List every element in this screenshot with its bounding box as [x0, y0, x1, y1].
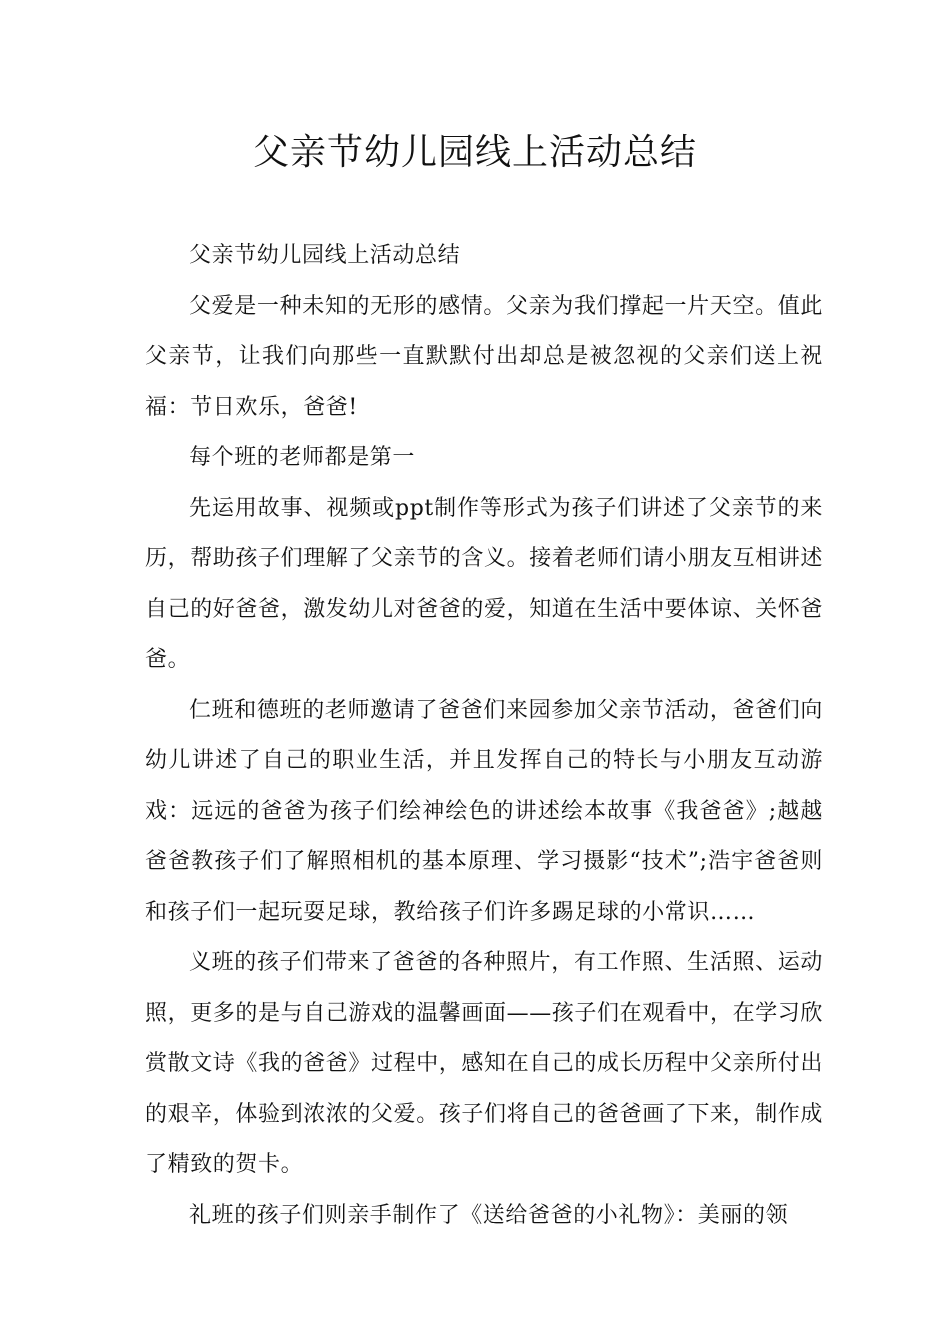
paragraph-intro: 父爱是一种未知的无形的感情。父亲为我们撑起一片天空。值此父亲节，让我们向那些一直默默付出却总是被忽视的父亲们送上祝福：节日欢乐，爸爸! — [145, 293, 823, 420]
document-body — [145, 231, 823, 1241]
paragraph-ren-de-class: 仁班和德班的老师邀请了爸爸们来园参加父亲节活动，爸爸们向幼儿讲述了自己的职业生活，并且发挥自己的特长与小朋友互动游戏：远远的爸爸为孩子们绘神绘色的讲述绘本故事《我爸爸》;越越爸爸教孩子们了解照相机的基本原理、学习摄影“技术”;浩宇爸爸则和孩子们一起玩耍足球，教给孩子们许多踢足球的小常识…… — [145, 697, 823, 925]
paragraph-yi-class: 义班的孩子们带来了爸爸的各种照片，有工作照、生活照、运动照，更多的是与自己游戏的温馨画面——孩子们在观看中，在学习欣赏散文诗《我的爸爸》过程中，感知在自己的成长历程中父亲所付出的艰辛，体验到浓浓的父爱。孩子们将自己的爸爸画了下来，制作成了精致的贺卡。 — [145, 950, 824, 1177]
paragraph-li-class: 礼班的孩子们则亲手制作了《送给爸爸的小礼物》：美丽的领 — [189, 1202, 789, 1228]
paragraph-subtitle: 父亲节幼儿园线上活动总结 — [189, 243, 461, 268]
paragraph-teachers: 每个班的老师都是第一 — [189, 445, 416, 470]
paragraph-story: 先运用故事、视频或ppt制作等形式为孩子们讲述了父亲节的来历，帮助孩子们理解了父亲节的含义。接着老师们请小朋友互相讲述自己的好爸爸，激发幼儿对爸爸的爱，知道在生活中要体谅、关怀爸爸。 — [145, 495, 824, 672]
document-title: 父亲节幼儿园线上活动总结 — [252, 132, 697, 173]
